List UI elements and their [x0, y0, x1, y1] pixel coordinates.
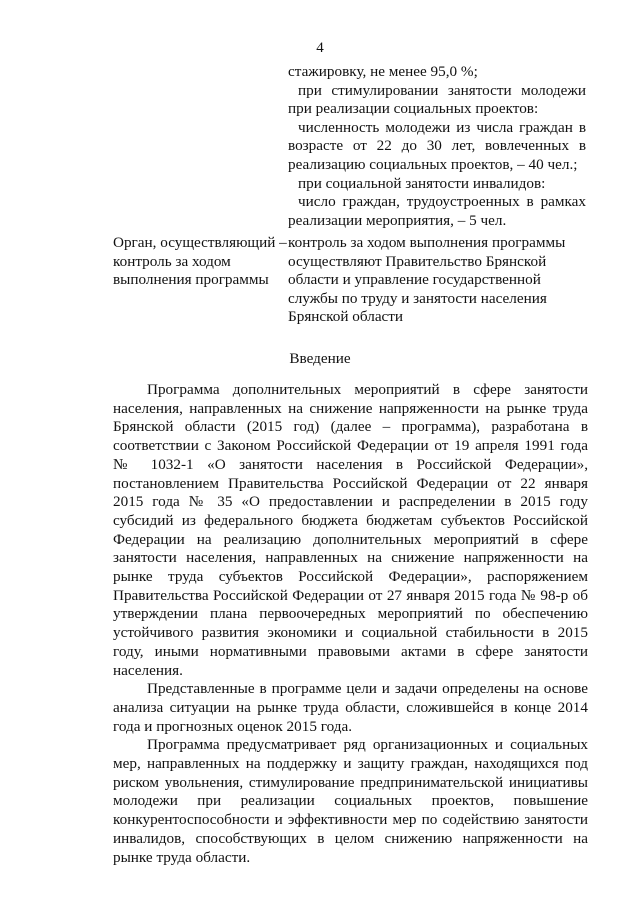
control-value-text: контроль за ходом выполнения программы осуществляют Правительство Брянской области и управление государственной службы по труду и занятости населения Брянской области — [288, 234, 566, 326]
target-line: при стимулировании занятости молодежи при реализации социальных проектов: — [288, 81, 586, 118]
target-line: при социальной занятости инвалидов: — [298, 174, 546, 192]
intro-paragraph: Программа дополнительных мероприятий в сфере занятости населения, направленных на снижение напряженности на рынке труда Брянской области (2015 год) (далее – программа), разработана в соответствии с Законом Российской Федерации от 19 апреля 1991 года № 1032-1 «О занятости населения в Российской Федерации», постановлением Правительства Российской Федерации от 22 января 2015 года № 35 «О предоставлении и распределении в 2015 году субсидий из федерального бюджета бюджетам субъектов Российской Федерации на реализацию дополнительных мероприятий в сфере занятости населения, направленных на снижение напряженности на рынке труда субъектов Российской Федерации», распоряжением Правительства Российской Федерации от 27 января 2015 года № 98-р об утверждении плана первоочередных мероприятий по обеспечению устойчивого развития экономики и социальной стабильности в 2015 году, иными нормативными правовыми актами в сфере занятости населения. — [113, 381, 588, 679]
control-label-text: Орган, осуществляющий – контроль за ходом выполнения программы — [113, 234, 287, 289]
intro-paragraph: Программа предусматривает ряд организационных и социальных мер, направленных на поддержку и защиту граждан, находящихся под риском увольнения, стимулирование предпринимательской инициативы молодежи при реализации социальных проектов, повышение конкурентоспособности и эффективности мер по содействию занятости инвалидов, способствующих в целом снижению напряженности на рынке труда области. — [113, 736, 588, 866]
target-line: стажировку, не менее 95,0 %; — [288, 63, 478, 80]
control-row-label — [113, 234, 288, 290]
page-number: 4 — [316, 40, 324, 56]
target-line: число граждан, трудоустроенных в рамках реализации мероприятия, – 5 чел. — [288, 193, 586, 229]
target-line: численность молодежи из числа граждан в возрасте от 22 до 30 лет, вовлеченных в реализацию социальных проектов, – 40 чел.; — [288, 118, 586, 173]
targets-block — [288, 63, 586, 230]
intro-paragraph: Представленные в программе цели и задачи определены на основе анализа ситуации на рынке труда области, сложившейся в конце 2014 года и прогнозных оценок 2015 года. — [113, 680, 588, 735]
section-title: Введение — [289, 350, 351, 367]
intro-text — [113, 381, 588, 867]
control-row-value — [288, 234, 586, 327]
